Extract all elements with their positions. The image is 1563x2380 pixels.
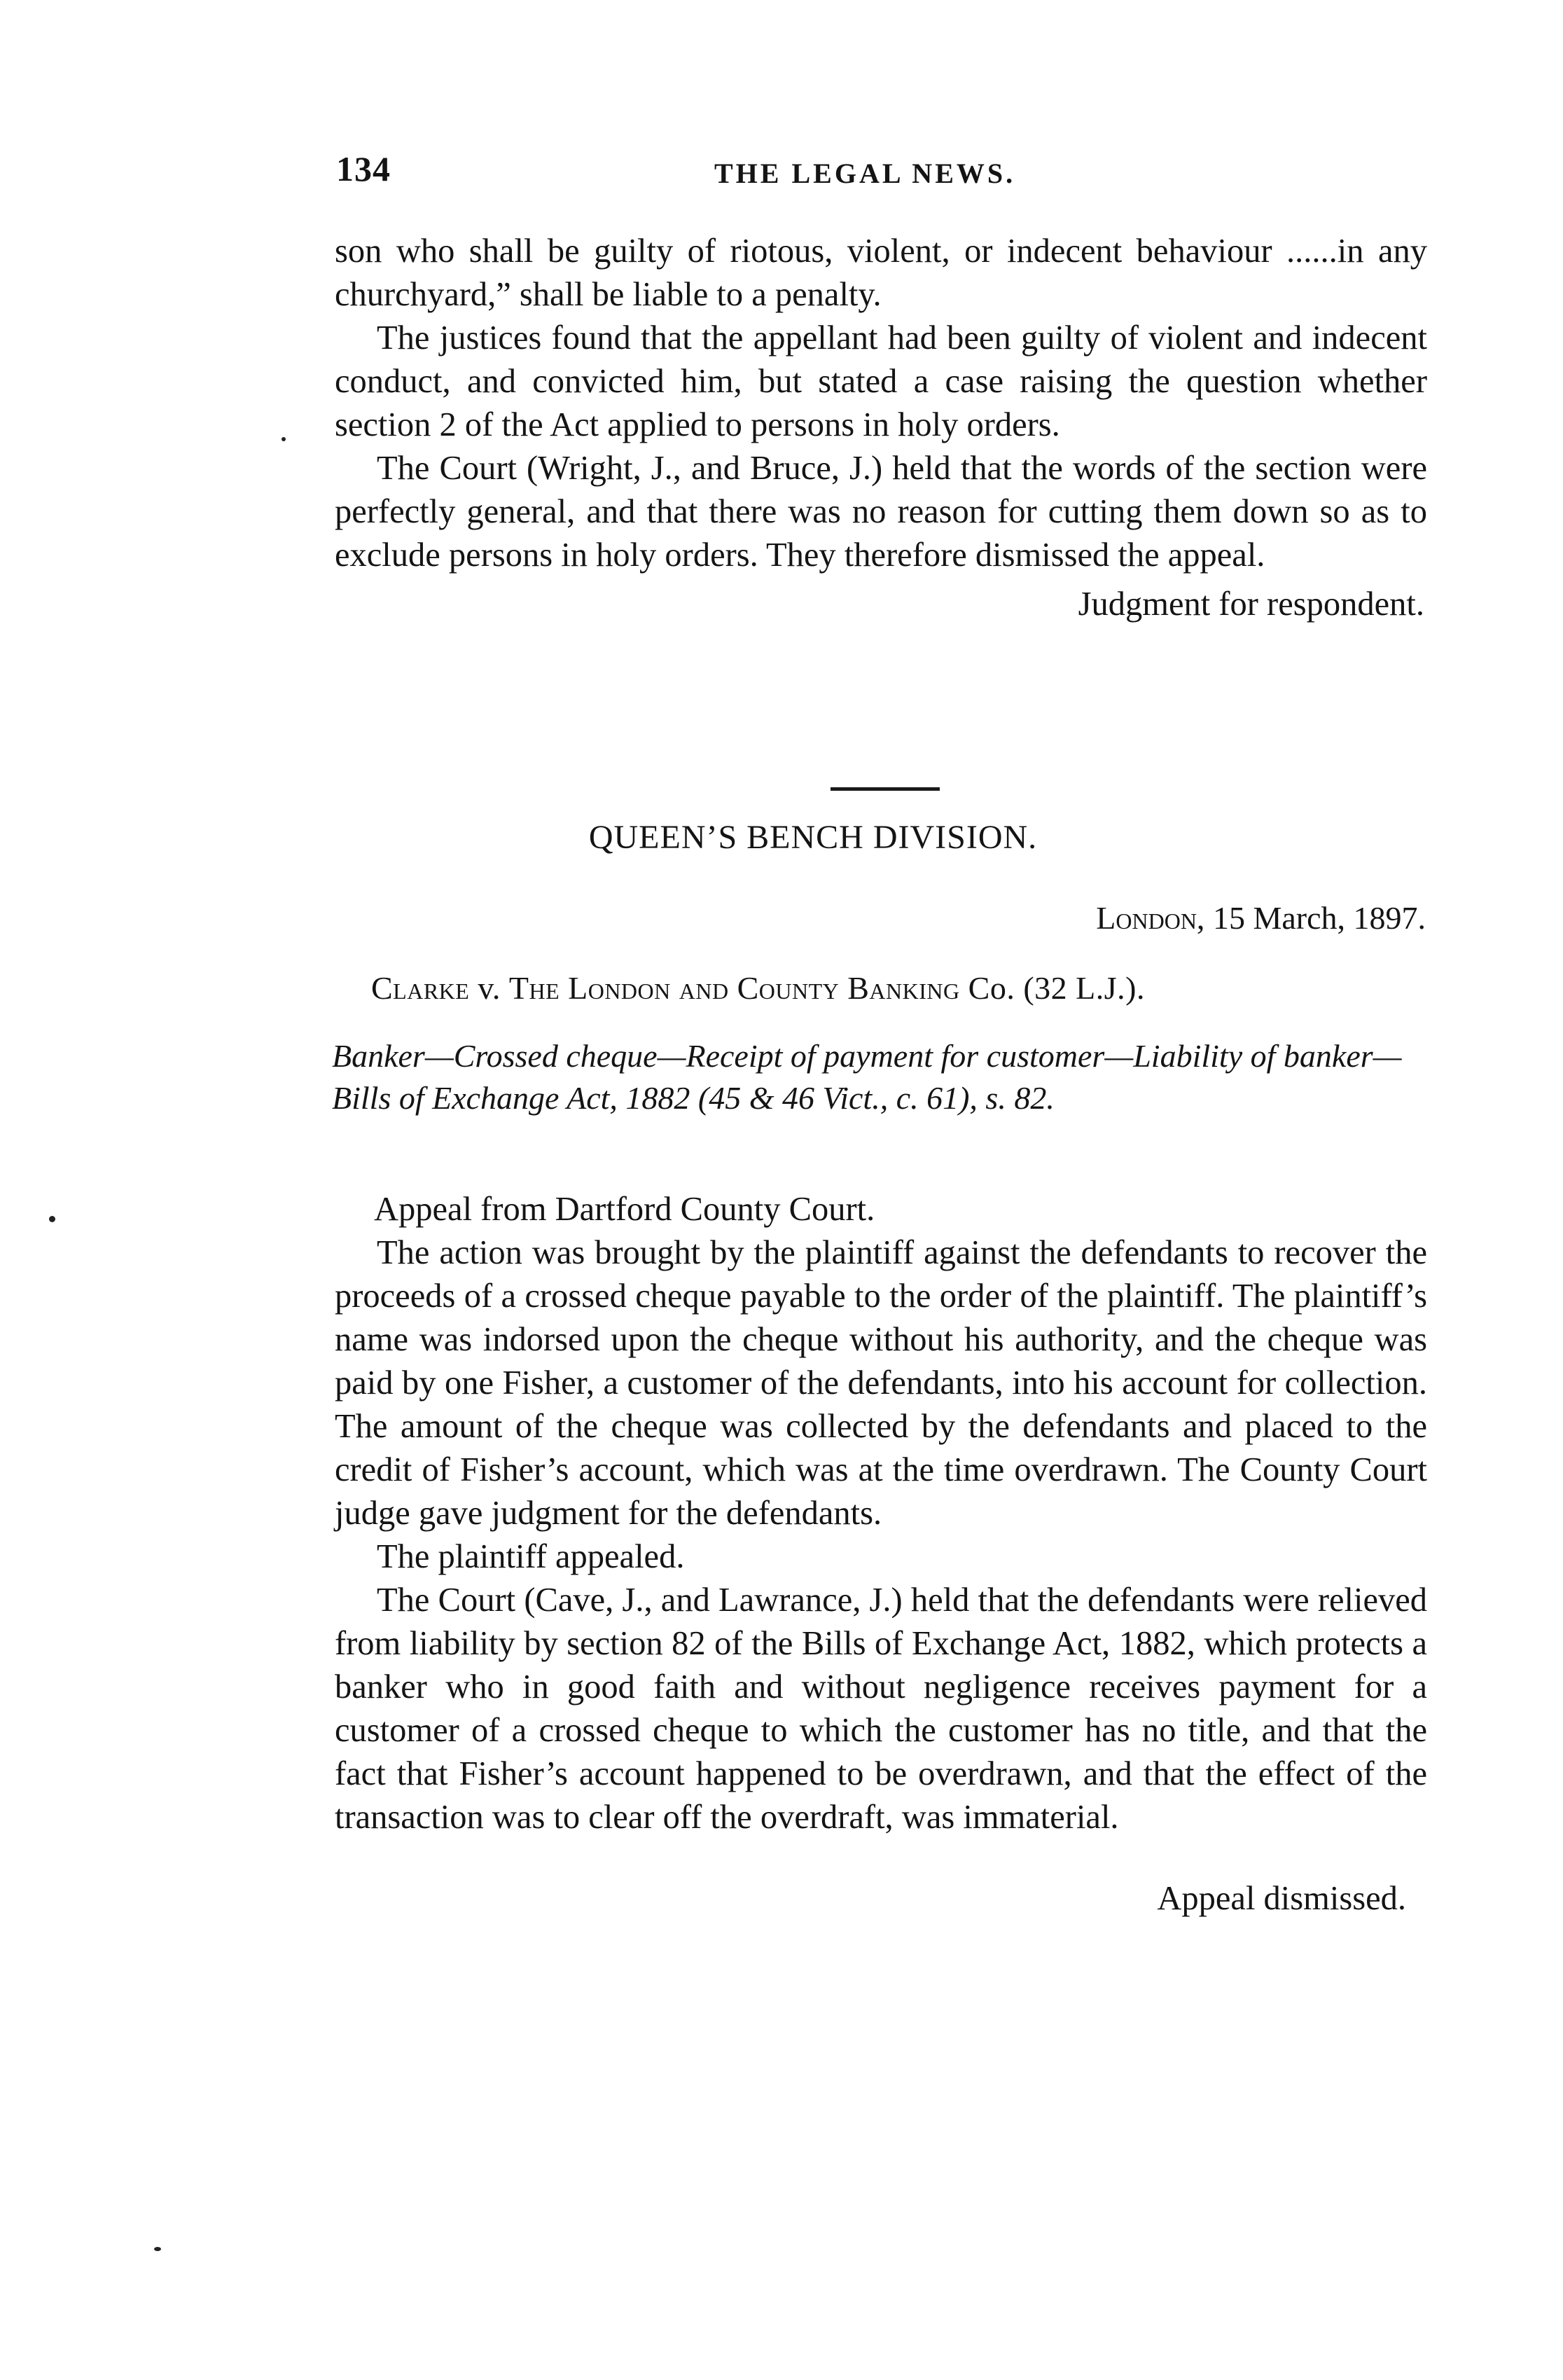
paragraph-continuation: son who shall be guilty of riotous, violent, or indecent behaviour ......in any churchyard,” shall be liable to a penalty. xyxy=(335,233,1427,313)
running-title: THE LEGAL NEWS. xyxy=(714,158,1016,189)
paragraph-appeal-origin: Appeal from Dartford County Court. xyxy=(374,1191,875,1228)
dateline-date: 15 March, 1897. xyxy=(1212,900,1426,936)
case-versus: v. xyxy=(478,970,501,1006)
case-plaintiff: Clarke xyxy=(371,970,470,1006)
case-defendant: The London and County Banking xyxy=(508,970,960,1006)
paragraph-court-holding: The Court (Wright, J., and Bruce, J.) held that the words of the section were perfectly general, and that there was no reason for cutting them down so as to exclude persons in holy orders. They therefore dismissed the appeal. xyxy=(335,450,1427,574)
section-heading: QUEEN’S BENCH DIVISION. xyxy=(588,819,1038,856)
case-body xyxy=(335,1188,1427,1921)
ink-speck xyxy=(154,2247,161,2251)
paragraph-court-decision: The Court (Cave, J., and Lawrance, J.) held that the defendants were relieved from liability by section 82 of the Bills of Exchange Act, 1882, which protects a banker who in good faith and without negligence receives payment for a customer of a crossed cheque to which the customer has no title, and that the fact that Fisher’s account happened to be overdrawn, and that the effect of the transaction was to clear off the overdraft, was immaterial. xyxy=(335,1582,1427,1836)
dateline xyxy=(1096,899,1426,936)
section-divider xyxy=(831,787,940,791)
page-header xyxy=(336,148,1429,205)
judgment-line: Judgment for respondent. xyxy=(1078,586,1424,623)
paragraph-facts: The action was brought by the plaintiff against the defendants to recover the proceeds of a crossed cheque payable to the order of the plaintiff. The plaintiff’s name was indorsed upon the cheque without his authority, and the cheque was paid by one Fisher, a customer of the defendants, into his account for collection. The amount of the cheque was collected by the defendants and placed to the credit of Fisher’s account, which was at the time overdrawn. The County Court judge gave judgment for the defendants. xyxy=(335,1234,1427,1532)
result-line: Appeal dismissed. xyxy=(1157,1880,1406,1917)
dateline-place: London, xyxy=(1096,900,1205,936)
headnote: Banker—Crossed cheque—Receipt of payment for customer—Liability of banker—Bills of Exchange Act, 1882 (45 & 46 Vict., c. 61), s. 82. xyxy=(332,1038,1402,1116)
ink-speck xyxy=(49,1216,55,1222)
page-number: 134 xyxy=(336,149,391,188)
case-title xyxy=(371,969,1145,1006)
paragraph-justices-finding: The justices found that the appellant had been guilty of violent and indecent conduct, and convicted him, but stated a case raising the question whether section 2 of the Act applied to persons in holy orders. xyxy=(335,319,1427,443)
case-citation: Co. (32 L.J.). xyxy=(968,970,1145,1006)
top-section xyxy=(335,230,1427,626)
paragraph-plaintiff-appealed: The plaintiff appealed. xyxy=(377,1538,685,1575)
ink-speck xyxy=(282,437,286,441)
